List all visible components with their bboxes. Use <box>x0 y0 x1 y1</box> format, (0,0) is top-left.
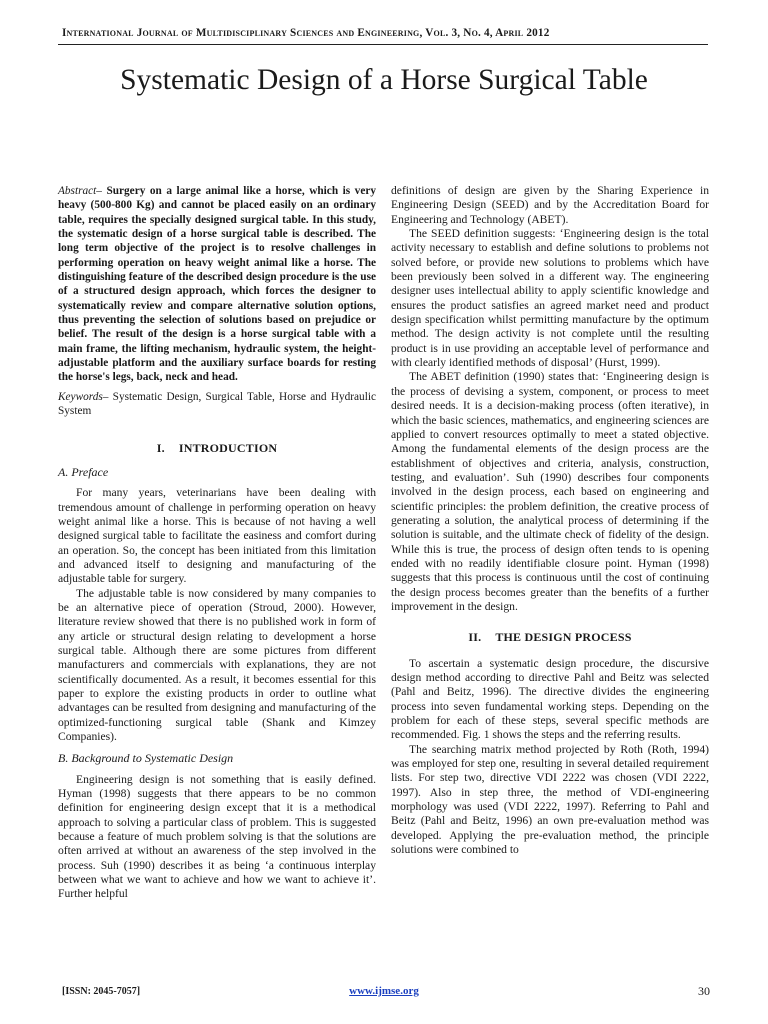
paragraph: To ascertain a systematic design procedure, the discursive design method according to directive Pahl and Beitz was selected (Pahl and Beitz, 1996). The directive divides the engineering process into seven fundamental working steps. Depending on the problem for each of these steps, several specific methods are recommended. Fig. 1 shows the steps and the referring results. <box>391 656 709 742</box>
abstract-text: Surgery on a large animal like a horse, which is very heavy (500-800 Kg) and cannot be placed easily on an ordinary table, requires the specially designed surgical table. In this study, the systematic design of a horse surgical table is described. The long term objective of the project is to resolve challenges in performing operation on heavy weight animal like a horse. The distinguishing feature of the described design procedure is the use of a structured design approach, which forces the designer to systematically review and compare alternative solution options, thus preventing the selection of solutions based on prejudice or belief. The result of the design is a horse surgical table with a main frame, the lifting mechanism, hydraulic system, the height-adjustable platform and the auxiliary surface boards for resting the horse's legs, back, neck and head. <box>58 185 376 384</box>
journal-website-link[interactable]: www.ijmse.org <box>349 985 419 997</box>
subsection-heading-preface: A. Preface <box>58 464 109 479</box>
running-head: International Journal of Multidisciplinary Sciences and Engineering, Vol. 3, No. 4, April 2012 <box>62 27 550 39</box>
page-number: 30 <box>698 984 710 998</box>
subsection-heading-background: B. Background to Systematic Design <box>58 751 234 766</box>
keywords-text: Systematic Design, Surgical Table, Horse and Hydraulic System <box>58 390 376 418</box>
section-heading-design-process <box>391 630 709 644</box>
keywords-label: Keywords– <box>58 390 109 403</box>
header-rule <box>58 44 708 45</box>
paragraph: definitions of design are given by the Sharing Experience in Engineering Design (SEED) and by the Accreditation Board for Engineering and Technology (ABET). <box>391 184 709 226</box>
section-title: THE DESIGN PROCESS <box>495 630 632 645</box>
section-heading-introduction <box>58 441 376 455</box>
section-number: I. <box>156 440 165 455</box>
abstract <box>58 184 376 385</box>
section-title: INTRODUCTION <box>178 440 278 455</box>
paragraph: The adjustable table is now considered by many companies to be an alternative piece of operation (Stroud, 2000). However, literature review showed that there is no published work in form of any article or structural design relating to development a horse surgical table. Although there are some pictures from different manufacturers and commercials with explanations, they are not scientifically documented. As a result, it becomes essential for this paper to explore the existing products in order to outline what advantages can be resulted from designing and manufacturing of the optimized-functioning surgical table (Shank and Kimzey Companies). <box>58 586 376 744</box>
footer-issn: [ISSN: 2045-7057] <box>62 986 141 997</box>
paragraph: The ABET definition (1990) states that: ‘Engineering design is the process of devising a system, component, or process to meet desired needs. It is a decision-making process (often iterative), in which the basic sciences, mathematics, and engineering sciences are applied to convert resources optimally to meet a stated objective. Among the fundamental elements of the design process are the establishment of objectives and criteria, analysis, construction, testing, and evaluation’. Suh (1990) describes four components involved in the design process, each based on engineering and scientific principles: the problem definition, the creative process of generating a solution, the analytical process of determining if the solution is suitable, and the ultimate check of fidelity of the design. While this is true, the process of design often tends to is opening ended with no readily identifiable closure point. Hyman (1998) suggests that this process is continuous until the cost of continuing the design process becomes greater than the benefits of a further improvement in the design. <box>391 370 709 613</box>
paragraph: The searching matrix method projected by Roth (Roth, 1994) was employed for step one, resulting in several detailed requirement lists. For step two, directive VDI 2222 was chosen (VDI 2222, 1997). Also in step three, the method of VDI-engineering morphology was used (VDI 2222, 1997). Referring to Pahl and Beitz (Pahl and Beitz, 1996) an own pre-evaluation method was developed. Applying the pre-evaluation method, the principle solutions were combined to <box>391 742 709 857</box>
abstract-label: Abstract– <box>58 185 102 197</box>
paragraph: Engineering design is not something that is easily defined. Hyman (1998) suggests that there appears to be no common definition for engineering design except that it is a methodical approach to solving a particular class of problem. This is suggested because a feature of much problem solving is that the solutions are often arrived at without an awareness of the step involved in the process. Suh (1990) describes it as being ‘a continuous interplay between what we want to achieve and how we want to achieve it’. Further helpful <box>58 772 376 901</box>
paragraph: For many years, veterinarians have been dealing with tremendous amount of challenge in performing operation on heavy weight animal like a horse. This is because of not having a well designed surgical table to facilitate the easiness and comfort during an operation. So, the concept has been initiated from this limitation and advanced itself to designing and manufacturing of the adjustable table for surgery. <box>58 486 376 586</box>
paragraph: The SEED definition suggests: ‘Engineering design is the total activity necessary to establish and define solutions to problems not solved before, or provide new solutions to problems which have been previously been solved in a different way. The engineering designer uses intellectual ability to apply scientific knowledge and ensures the product satisfies an agreed market need and product design specification whilst permitting manufacture by the optimum method. The design activity is not complete until the resulting product is in use providing an acceptable level of performance and with clearly identified methods of disposal’ (Hurst, 1999). <box>391 227 709 370</box>
keywords <box>58 390 376 419</box>
paper-title: Systematic Design of a Horse Surgical Table <box>120 64 648 96</box>
right-column <box>391 184 709 857</box>
left-column <box>58 184 376 902</box>
section-number: II. <box>468 630 482 645</box>
